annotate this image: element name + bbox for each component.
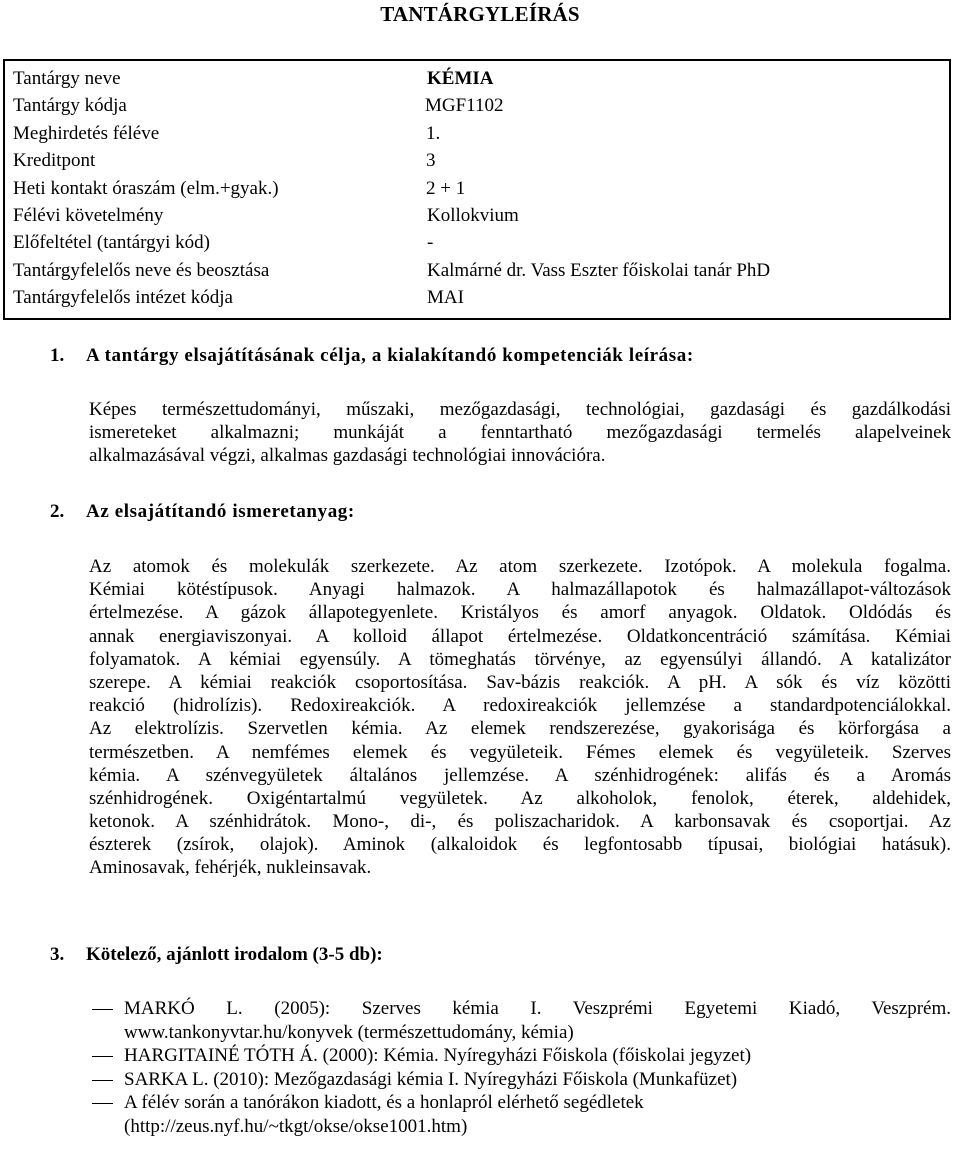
- section-heading-literature: [50, 944, 383, 966]
- info-label: Tantárgy neve: [13, 68, 121, 89]
- document-title: TANTÁRGYLEÍRÁS: [380, 2, 580, 26]
- literature-list: [92, 997, 951, 1139]
- paragraph-line: Képes természettudományi, műszaki, mezőgazdasági, technológiai, gazdasági és gazdálkodási: [89, 399, 951, 420]
- info-row-subject-code: [13, 95, 949, 122]
- info-row-credits: [13, 150, 949, 177]
- section-body-goals: [89, 398, 951, 468]
- paragraph-line: alkalmazásával végzi, alkalmas gazdasági technológiai innovációra.: [89, 445, 606, 467]
- course-info-table: [3, 59, 951, 320]
- info-row-prerequisite: [13, 232, 949, 259]
- info-label: Tantárgyfelelős neve és beosztása: [13, 260, 270, 281]
- paragraph-line: szerepe. A kémiai reakciók csoportosítása. Sav-bázis reakciók. A pH. A sók és víz közötti: [89, 671, 951, 693]
- literature-item: [92, 1044, 951, 1068]
- info-value: 3: [426, 150, 436, 171]
- literature-line: www.tankonyvtar.hu/konyvek (természettudomány, kémia): [124, 1021, 574, 1043]
- section-title: Az elsajátítandó ismeretanyag:: [86, 501, 355, 522]
- info-label: Meghirdetés féléve: [13, 123, 160, 144]
- info-value: 1.: [426, 123, 441, 144]
- info-label: Tantárgyfelelős intézet kódja: [13, 287, 233, 308]
- paragraph-line: Az atomok és molekulák szerkezete. Az atom szerkezete. Izotópok. A molekula fogalma.: [89, 556, 951, 577]
- literature-line: (http://zeus.nyf.hu/~tkgt/okse/okse1001.htm): [124, 1115, 468, 1137]
- paragraph-line: Az elektrolízis. Szervetlen kémia. Az elemek rendszerezése, gyakorisága és körforgása a: [89, 718, 951, 740]
- paragraph-line: természetben. A nemfémes elemek és vegyületeik. Fémes elemek és vegyületeik. Szerves: [89, 741, 951, 763]
- literature-item: [92, 1068, 951, 1092]
- info-label: Kreditpont: [13, 150, 96, 171]
- info-row-subject-name: [13, 68, 949, 95]
- info-row-contact-hours: [13, 178, 949, 205]
- paragraph-line: folyamatok. A kémiai egyensúly. A tömeghatás törvénye, az egyensúlyi állandó. A katalizátor: [89, 648, 951, 670]
- section-heading-curriculum: [50, 501, 355, 523]
- paragraph-line: annak energiaviszonyai. A kolloid állapot értelmezése. Oldatkoncentráció számítása. Kémiai: [89, 625, 951, 647]
- info-row-institute-code: [13, 287, 949, 314]
- paragraph-line: ketonok. A szénhidrátok. Mono-, di-, és poliszacharidok. A karbonsavak és csoportjai. Az: [89, 811, 951, 833]
- section-heading-goals: [50, 345, 694, 367]
- section-title: Kötelező, ajánlott irodalom (3-5 db):: [86, 944, 383, 965]
- info-row-responsible-person: [13, 260, 949, 287]
- literature-line: A félév során a tanórákon kiadott, és a honlapról elérhető segédletek: [124, 1092, 644, 1114]
- paragraph-line: észterek (zsírok, olajok). Aminok (alkaloidok és legfontosabb típusai, biológiai hatásuk).: [89, 834, 951, 856]
- literature-line: MARKÓ L. (2005): Szerves kémia I. Veszprémi Egyetemi Kiadó, Veszprém.: [124, 998, 951, 1019]
- section-number: 3.: [50, 944, 65, 965]
- paragraph-line: kémia. A szénvegyületek általános jellemzése. A szénhidrogének: alifás és a Aromás: [89, 764, 951, 786]
- paragraph-line: reakció (hidrolízis). Redoxireakciók. A redoxireakciók jellemzése a standardpotenciálokkal.: [89, 695, 951, 717]
- info-value: Kollokvium: [427, 205, 519, 226]
- section-title: A tantárgy elsajátításának célja, a kialakítandó kompetenciák leírása:: [86, 345, 694, 366]
- info-value: 2 + 1: [426, 178, 466, 199]
- info-row-semester: [13, 123, 949, 150]
- info-value: MGF1102: [425, 95, 504, 116]
- literature-item: [92, 997, 951, 1044]
- paragraph-line: értelmezése. A gázok állapotegyenlete. Kristályos és amorf anyagok. Oldatok. Oldódás és: [89, 602, 951, 624]
- paragraph-line: Aminosavak, fehérjék, nukleinsavak.: [89, 857, 372, 879]
- literature-item: [92, 1091, 951, 1138]
- paragraph-line: ismereteket alkalmazni; munkáját a fenntartható mezőgazdasági termelés alapelveinek: [89, 422, 951, 444]
- info-label: Félévi követelmény: [13, 205, 164, 226]
- paragraph-line: Kémiai kötéstípusok. Anyagi halmazok. A halmazállapotok és halmazállapot-változások: [89, 579, 951, 601]
- info-label: Előfeltétel (tantárgyi kód): [13, 232, 210, 253]
- info-value: -: [427, 232, 434, 253]
- info-value: MAI: [427, 287, 464, 308]
- section-number: 1.: [50, 345, 65, 366]
- literature-line: SARKA L. (2010): Mezőgazdasági kémia I. Nyíregyházi Főiskola (Munkafüzet): [124, 1068, 738, 1090]
- dash-bullet-icon: [92, 1080, 113, 1081]
- dash-bullet-icon: [92, 1103, 113, 1104]
- section-number: 2.: [50, 501, 65, 522]
- section-body-curriculum: [89, 555, 951, 880]
- info-label: Heti kontakt óraszám (elm.+gyak.): [13, 178, 279, 199]
- dash-bullet-icon: [92, 1056, 113, 1057]
- literature-line: HARGITAINÉ TÓTH Á. (2000): Kémia. Nyíregyházi Főiskola (főiskolai jegyzet): [124, 1045, 752, 1067]
- dash-bullet-icon: [92, 1009, 113, 1010]
- info-row-requirement: [13, 205, 949, 232]
- paragraph-line: szénhidrogének. Oxigéntartalmú vegyületek. Az alkoholok, fenolok, éterek, aldehidek,: [89, 787, 951, 809]
- info-value: KÉMIA: [427, 68, 494, 89]
- info-value: Kalmárné dr. Vass Eszter főiskolai tanár PhD: [427, 260, 771, 281]
- info-label: Tantárgy kódja: [13, 95, 127, 116]
